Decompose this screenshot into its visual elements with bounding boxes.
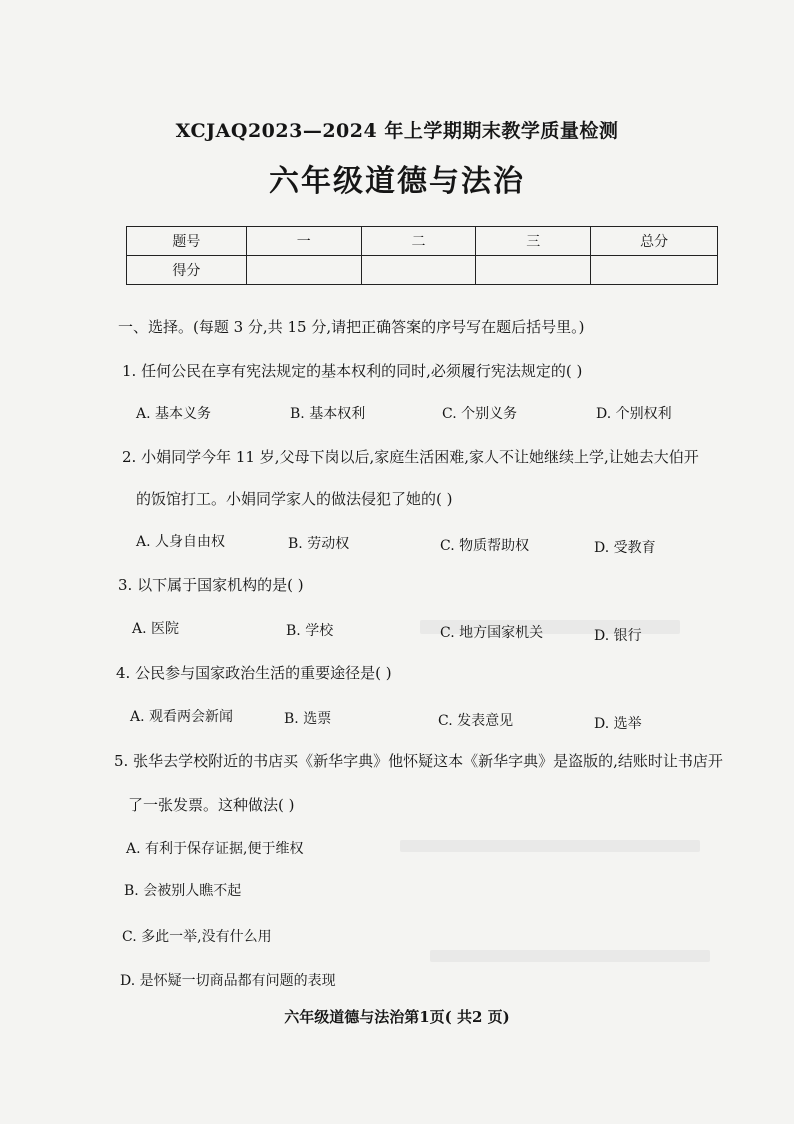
option-b: B. 学校 [286, 623, 334, 639]
option-a: A. 观看两会新闻 [130, 709, 234, 725]
option-d: D. 个别权利 [596, 406, 672, 422]
score-field[interactable] [246, 256, 361, 285]
option-c: C. 地方国家机关 [440, 625, 544, 641]
option-b: B. 劳动权 [288, 536, 350, 552]
option-b: B. 选票 [284, 711, 332, 727]
section-heading: 一、选择。(每题 3 分,共 15 分,请把正确答案的序号写在题后括号里。) [118, 318, 585, 336]
score-field[interactable] [361, 256, 476, 285]
option-d: D. 银行 [594, 628, 642, 644]
score-field[interactable] [476, 256, 591, 285]
question-stem-continued: 的饭馆打工。小娟同学家人的做法侵犯了她的( ) [136, 490, 453, 508]
table-cell: 得分 [127, 256, 247, 285]
page-footer: 六年级道德与法治第1页( 共2 页) [284, 1008, 510, 1026]
question-stem: 1. 任何公民在享有宪法规定的基本权利的同时,必须履行宪法规定的( ) [122, 362, 583, 380]
score-table-header-row [127, 227, 718, 256]
option-a: A. 基本义务 [136, 406, 212, 422]
question-stem: 2. 小娟同学今年 11 岁,父母下岗以后,家庭生活困难,家人不让她继续上学,让她去大伯开 [122, 448, 699, 466]
question-stem: 4. 公民参与国家政治生活的重要途径是( ) [116, 664, 392, 682]
score-table-score-row [127, 256, 718, 285]
table-cell: 三 [476, 227, 591, 256]
option-d: D. 选举 [594, 716, 642, 732]
table-cell: 总分 [591, 227, 718, 256]
option-c: C. 多此一举,没有什么用 [122, 929, 272, 945]
option-a: A. 医院 [132, 621, 180, 637]
option-b: B. 基本权利 [290, 406, 366, 422]
option-c: C. 发表意见 [438, 713, 514, 729]
exam-header: XCJAQ2023—2024 年上学期期末教学质量检测 [175, 120, 619, 142]
bleed-through-mark [400, 840, 700, 852]
bleed-through-mark [430, 950, 710, 962]
option-c: C. 物质帮助权 [440, 538, 530, 554]
option-a: A. 人身自由权 [136, 534, 226, 550]
table-cell: 题号 [127, 227, 247, 256]
table-cell: 二 [361, 227, 476, 256]
option-a: A. 有利于保存证据,便于维权 [126, 841, 304, 857]
question-stem-continued: 了一张发票。这种做法( ) [128, 796, 295, 814]
question-stem: 5. 张华去学校附近的书店买《新华字典》他怀疑这本《新华字典》是盗版的,结账时让书店开 [114, 752, 723, 770]
option-c: C. 个别义务 [442, 406, 518, 422]
score-table [126, 226, 718, 285]
score-field[interactable] [591, 256, 718, 285]
option-b: B. 会被别人瞧不起 [124, 883, 242, 899]
option-d: D. 是怀疑一切商品都有问题的表现 [120, 973, 336, 989]
page-title: 六年级道德与法治 [269, 164, 525, 199]
question-stem: 3. 以下属于国家机构的是( ) [118, 576, 304, 594]
table-cell: 一 [246, 227, 361, 256]
option-d: D. 受教育 [594, 540, 656, 556]
